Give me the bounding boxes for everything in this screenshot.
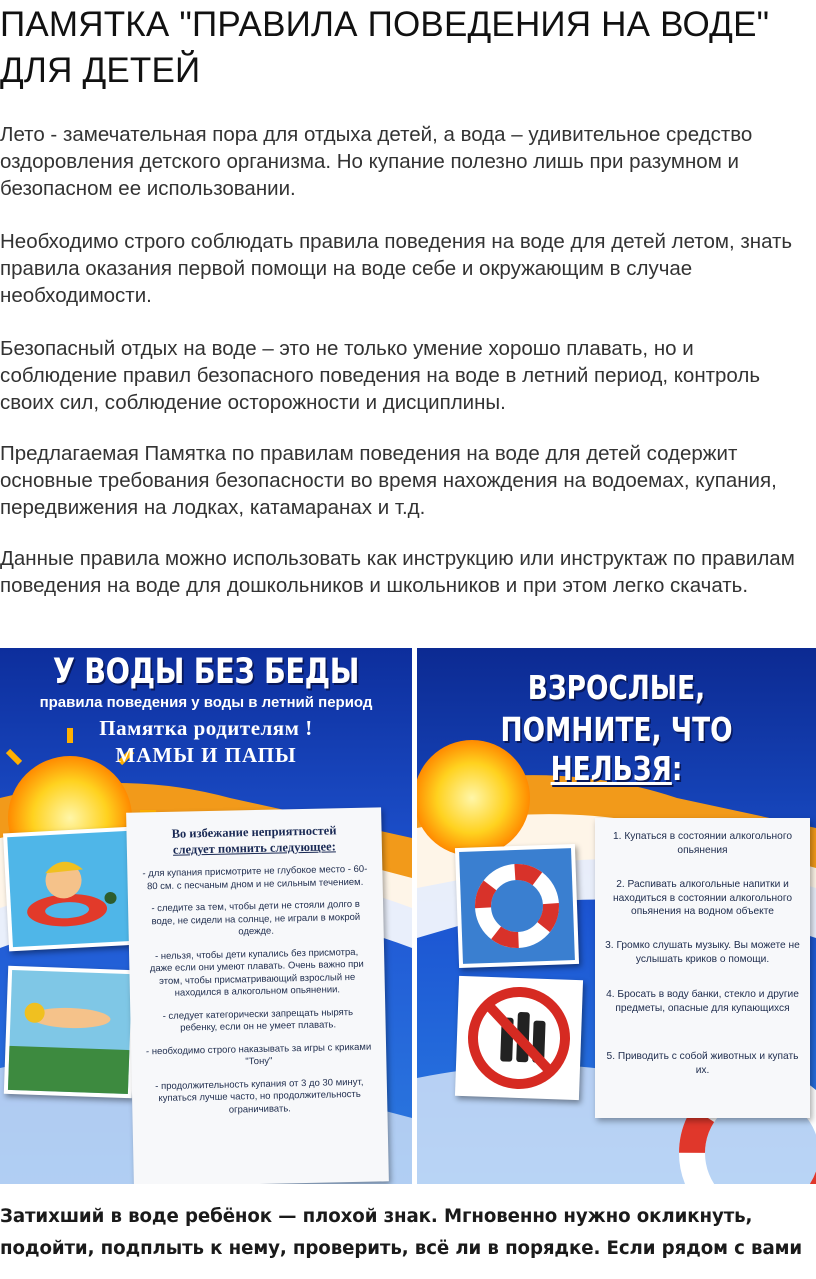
rule-item: - для купания присмотрите не глубокое место - 60-80 см. с песчаным дном и не сильным течением.: [142, 863, 368, 892]
photo-no-alcohol: [455, 976, 583, 1100]
poster-adults-warning: [417, 648, 816, 1184]
prohibition-item: 4. Бросать в воду банки, стекло и другие предметы, опасные для купающихся: [606, 989, 799, 1014]
bottom-paragraph: Затихший в воде ребёнок — плохой знак. Мгновенно нужно окликнуть, подойти, подплыть к нему, проверить, всё ли в порядке. Если рядом с вами: [0, 1206, 803, 1259]
paragraph-rules-need: Необходимо строго соблюдать правила поведения на воде для детей летом, знать правила оказания первой помощи на воде себе и окружающим в случае необходимости.: [0, 230, 793, 307]
lifebuoy-photo-icon: [455, 844, 579, 968]
photo-child-swimming: [3, 827, 139, 952]
poster-left-subtitle: правила поведения у воды в летний период: [39, 694, 373, 711]
title-prefix: ПОМНИТЕ, ЧТО: [500, 710, 733, 749]
paragraph-memo-contents: Предлагаемая Памятка по правилам поведения на воде для детей содержит основные требования безопасности во время нахождения на водоемах, купания, передвижения на лодках, катамаранах и т.д.: [0, 442, 777, 519]
poster-parents-memo: [0, 648, 412, 1184]
paragraph-safe-rest: Безопасный отдых на воде – это не только умение хорошо плавать, но и соблюдение правил безопасного поведения на воде в летний период, контроль своих сил, соблюдение осторожности и дисциплины.: [0, 337, 761, 414]
prohibition-item: 3. Громко слушать музыку. Вы можете не услышать криков о помощи.: [605, 940, 800, 965]
rule-item: - продолжительность купания от 3 до 30 минут, купаться лучше часто, но продолжительность ограничивать.: [155, 1076, 364, 1116]
poster-left-memo: Памятка родителям !: [99, 716, 313, 740]
prohibition-item: 1. Купаться в состоянии алкогольного опьянения: [613, 831, 792, 856]
rule-item: - следует категорически запрещать нырять ребенку, если он не умеет плавать.: [162, 1006, 354, 1034]
page-title: ПАМЯТКА "ПРАВИЛА ПОВЕДЕНИЯ НА ВОДЕ" ДЛЯ ДЕТЕЙ: [0, 5, 770, 90]
child-swimming-illustration: [3, 827, 139, 952]
poster-right-title-line1: ВЗРОСЛЫЕ,: [527, 668, 706, 707]
paragraph-intro: Лето - замечательная пора для отдыха детей, а вода – удивительное средство оздоровления детского организма. Но купание полезно лишь при разумном и безопасном ее использовании.: [0, 123, 753, 200]
card-adults-prohibitions: [595, 818, 810, 1118]
prohibition-item: 2. Распивать алкогольные напитки и находиться в состоянии алкогольного опьянения на водном объекте: [612, 879, 793, 917]
paragraph-usage: Данные правила можно использовать как инструкцию или инструктаж по правилам поведения на воде для дошкольников и школьников и при этом легко скачать.: [0, 547, 795, 597]
posters-image: [0, 648, 816, 1184]
title-suffix: :: [671, 749, 683, 788]
poster-left-parents: МАМЫ И ПАПЫ: [115, 743, 297, 767]
poster-right-title-line2: [457, 710, 776, 788]
rule-item: - необходимо строго наказывать за игры с криками "Тону": [145, 1041, 372, 1068]
child-diving-illustration: [4, 966, 136, 1098]
rule-item: - нельзя, чтобы дети купались без присмотра, даже если они умеют плавать. Очень важно при этом, чтобы присматривающий взрослый не находился в алкогольном опьянении.: [149, 946, 364, 999]
card-heading-2: следует помнить следующее:: [172, 839, 336, 857]
poster-left-title: У ВОДЫ БЕЗ БЕДЫ: [52, 652, 360, 692]
card-heading-1: Во избежание неприятностей: [171, 823, 337, 841]
card-parents-rules: [126, 807, 389, 1184]
prohibition-item: 5. Приводить с собой животных и купать их.: [606, 1051, 799, 1076]
title-emphasis: НЕЛЬЗЯ: [550, 749, 672, 788]
no-alcohol-icon: [455, 976, 583, 1100]
rule-item: - следите за тем, чтобы дети не стояли долго в воде, не сидели на солнце, не играли в мокрой одежде.: [151, 898, 361, 938]
photo-lifebuoy: [455, 844, 579, 968]
photo-child-diving: [4, 966, 136, 1098]
